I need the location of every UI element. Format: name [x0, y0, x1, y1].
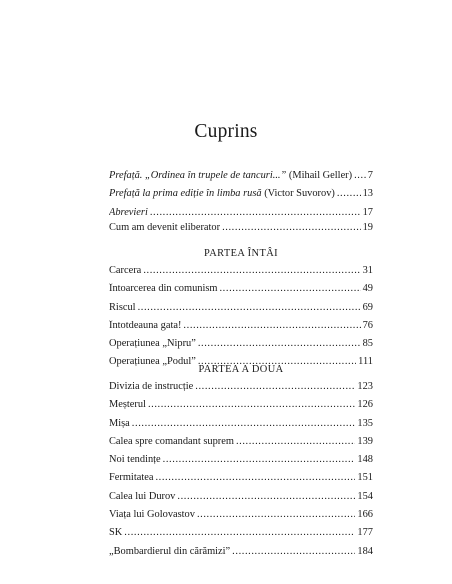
toc-entry-label: Calea spre comandant suprem	[109, 435, 234, 447]
toc-entry	[109, 188, 373, 206]
toc-entry	[109, 418, 373, 436]
part-one-heading: PARTEA ÎNTÂI	[204, 248, 278, 259]
toc-entry	[109, 509, 373, 527]
toc-entry-page: 151	[357, 472, 373, 484]
dot-leader	[148, 399, 355, 410]
toc-entry-label: Mișa	[109, 417, 130, 429]
toc-entry-label: Noi tendințe	[109, 454, 161, 466]
part-two-heading: PARTEA A DOUA	[198, 364, 284, 375]
toc-entry-page: 154	[357, 490, 373, 502]
toc-entry	[109, 472, 373, 490]
toc-entry-page: 17	[362, 206, 373, 218]
toc-entry	[109, 436, 373, 454]
part-one-list	[109, 265, 373, 375]
toc-entry-page: 76	[362, 319, 373, 331]
dot-leader	[195, 381, 355, 392]
toc-entry-page: 13	[362, 188, 373, 200]
toc-entry	[109, 302, 373, 320]
toc-entry	[109, 381, 373, 399]
toc-entry	[109, 338, 373, 356]
dot-leader	[232, 546, 355, 557]
toc-entry-label: Întoarcerea din comunism	[109, 283, 218, 295]
dot-leader	[222, 222, 361, 233]
toc-entry	[109, 283, 373, 301]
toc-entry-page: 148	[357, 454, 373, 466]
part-two-list	[109, 381, 373, 564]
toc-entry-label: Cum am devenit eliberator	[109, 222, 221, 233]
toc-entry-label: Calea lui Durov	[109, 490, 176, 502]
dot-leader	[354, 170, 366, 181]
dot-leader	[143, 265, 360, 276]
dot-leader	[198, 338, 361, 349]
toc-entry-label: Fermitatea	[109, 472, 154, 484]
toc-entry-page: 19	[362, 222, 373, 233]
toc-entry-page: 139	[357, 435, 373, 447]
toc-entry-page: 184	[357, 545, 373, 557]
dot-leader	[183, 320, 360, 331]
dot-leader	[138, 302, 361, 313]
toc-entry-label: SK	[109, 527, 123, 539]
toc-entry	[109, 170, 373, 188]
dot-leader	[132, 418, 356, 429]
toc-entry-label: Riscul	[109, 301, 136, 313]
toc-entry	[109, 399, 373, 417]
toc-entry	[109, 320, 373, 338]
toc-entry-label: Operațiunea „Nipru”	[109, 338, 196, 350]
dot-leader	[177, 491, 355, 502]
dot-leader	[236, 436, 355, 447]
toc-entry	[109, 454, 373, 472]
dot-leader	[124, 527, 355, 538]
toc-entry-page: 177	[357, 527, 373, 539]
toc-entry-label: Divizia de instrucție	[109, 381, 194, 392]
toc-entry-label: Meșterul	[109, 399, 146, 411]
dot-leader	[197, 509, 355, 520]
toc-entry-page: 123	[357, 381, 373, 392]
toc-entry-label: Prefață. „Ordinea în trupele de tancuri...” (Mihail Geller)	[109, 170, 353, 181]
toc-entry-label: Prefață la prima ediție în limba rusă (Victor Suvorov)	[109, 188, 335, 200]
toc-entry-page: 7	[367, 170, 373, 181]
toc-entry-page: 111	[358, 356, 373, 368]
toc-entry	[109, 265, 373, 283]
dot-leader	[155, 472, 355, 483]
dot-leader	[337, 188, 361, 199]
toc-entry-page: 166	[357, 509, 373, 521]
toc-entry-page: 85	[362, 338, 373, 350]
toc-entry-label: Abrevieri	[109, 206, 148, 218]
toc-entry	[109, 527, 373, 545]
toc-entry-label: Întotdeauna gata!	[109, 319, 182, 331]
toc-entry	[109, 491, 373, 509]
toc-entry	[109, 222, 373, 240]
toc-entry-page: 31	[362, 265, 373, 276]
page-title: Cuprins	[194, 121, 258, 142]
toc-entry	[109, 546, 373, 564]
dot-leader	[163, 454, 356, 465]
toc-entry-label: Viața lui Golovastov	[109, 509, 195, 521]
front-matter-list	[109, 170, 373, 225]
dot-leader	[219, 283, 360, 294]
dot-leader	[150, 207, 361, 218]
toc-entry-label: Operațiunea „Podul”	[109, 356, 196, 368]
toc-entry-label: Carcera	[109, 265, 142, 276]
toc-entry-page: 126	[357, 399, 373, 411]
toc-entry-page: 69	[362, 301, 373, 313]
intro-list	[109, 222, 373, 240]
toc-entry-page: 135	[357, 417, 373, 429]
toc-entry-label: „Bombardierul din cărămizi”	[109, 545, 231, 557]
toc-entry-page: 49	[362, 283, 373, 295]
